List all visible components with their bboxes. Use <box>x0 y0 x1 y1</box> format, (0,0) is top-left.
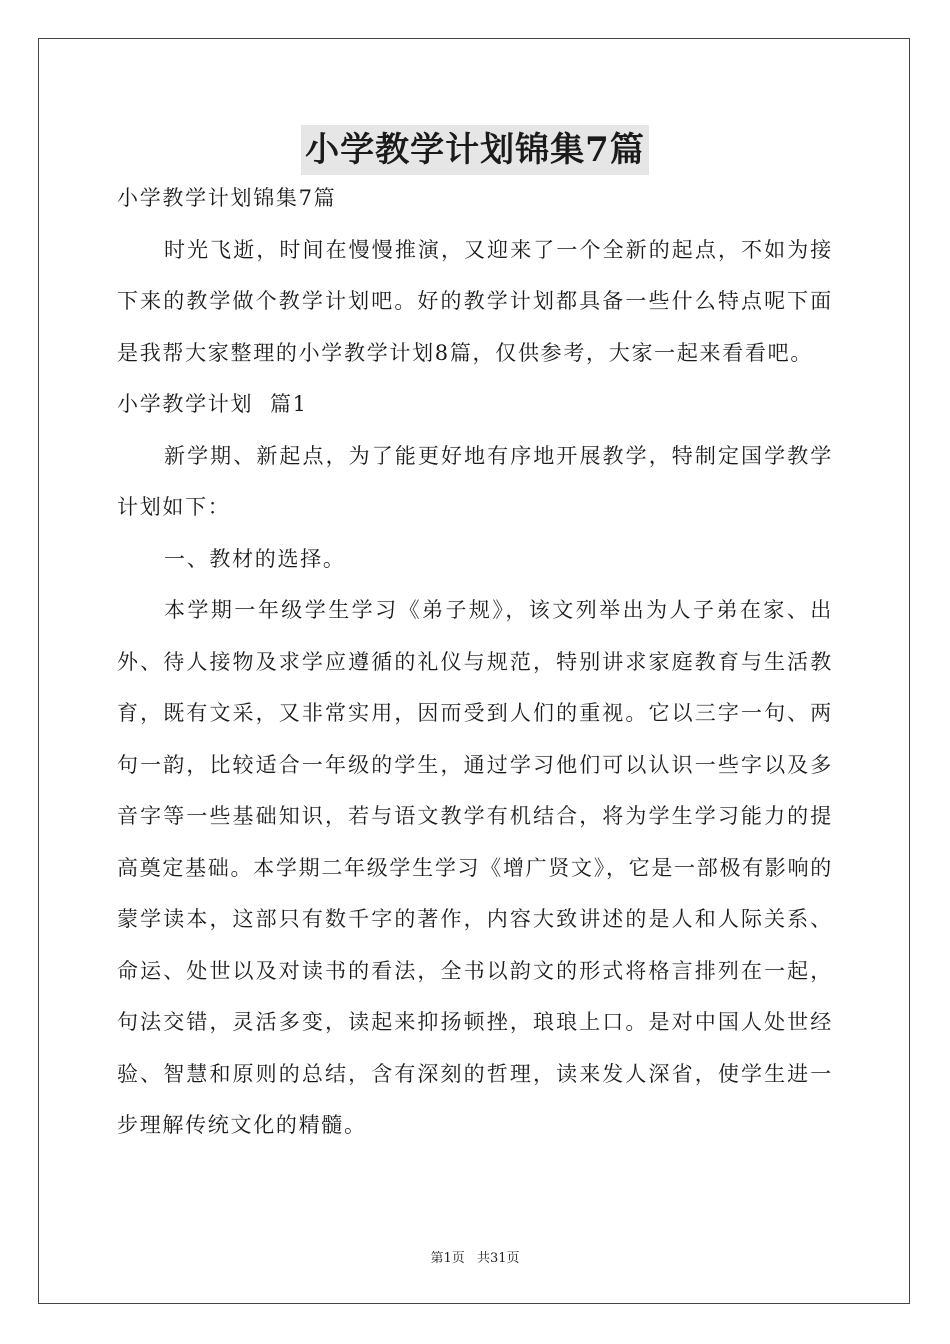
document-title-text: 小学教学计划锦集7篇 <box>301 125 649 175</box>
document-subtitle: 小学教学计划锦集7篇 <box>117 186 337 210</box>
page-footer <box>0 1247 950 1266</box>
page-number: 第1页 <box>430 1251 465 1266</box>
intro-paragraph: 时光飞逝，时间在慢慢推演，又迎来了一个全新的起点，不如为接下来的教学做个教学计划吧。好的教学计划都具备一些什么特点呢下面是我帮大家整理的小学教学计划8篇，仅供参考，大家一起来看看吧。 <box>117 237 833 365</box>
page-total: 共31页 <box>476 1251 520 1266</box>
document-body <box>117 173 833 1152</box>
section-heading: 小学教学计划 篇1 <box>117 392 308 416</box>
body-paragraph: 本学期一年级学生学习《弟子规》，该文列举出为人子弟在家、出外、待人接物及求学应遵循的礼仪与规范，特别讲求家庭教育与生活教育，既有文采，又非常实用，因而受到人们的重视。它以三字一句、两句一韵，比较适合一年级的学生，通过学习他们可以认识一些字以及多音字等一些基础知识，若与语文教学有机结合，将为学生学习能力的提高奠定基础。本学期二年级学生学习《增广贤文》，它是一部极有影响的蒙学读本，这部只有数千字的著作，内容大致讲述的是人和人际关系、命运、处世以及对读书的看法，全书以韵文的形式将格言排列在一起，句法交错，灵活多变，读起来抑扬顿挫，琅琅上口。是对中国人处世经验、智慧和原则的总结，含有深刻的哲理，读来发人深省，使学生进一步理解传统文化的精髓。 <box>117 598 833 1137</box>
section-intro-paragraph: 新学期、新起点，为了能更好地有序地开展教学，特制定国学教学计划如下： <box>117 443 833 519</box>
item-heading: 一、教材的选择。 <box>164 546 346 571</box>
